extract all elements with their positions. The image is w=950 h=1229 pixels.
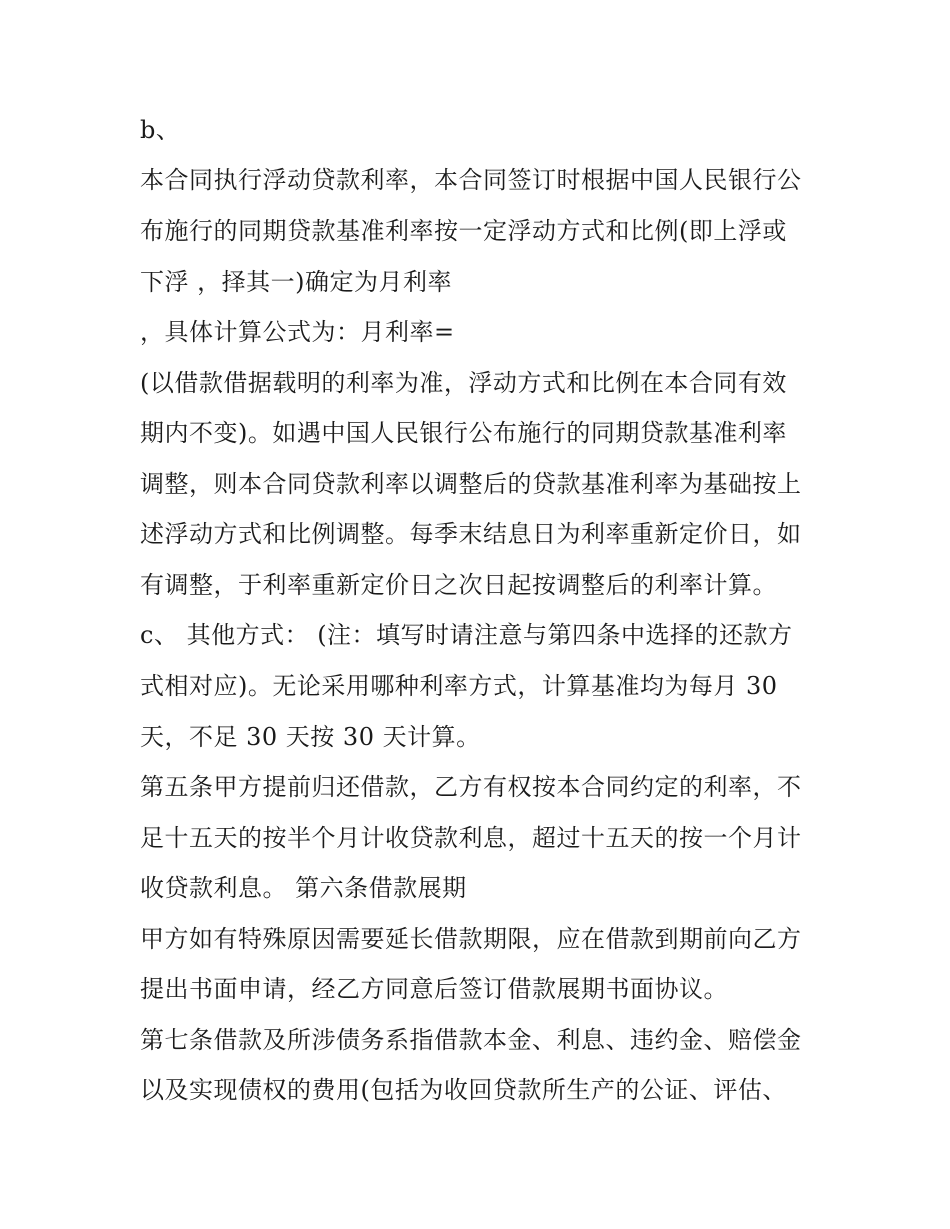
text-line: ，具体计算公式为：月利率=	[140, 318, 455, 346]
text-line: 述浮动方式和比例调整。每季末结息日为利率重新定价日，如	[140, 520, 802, 548]
text-line: 本合同执行浮动贷款利率，本合同签订时根据中国人民银行公	[140, 166, 802, 194]
text-line: (以借款借据载明的利率为准，浮动方式和比例在本合同有效	[140, 369, 787, 397]
text-line: 提出书面申请，经乙方同意后签订借款展期书面协议。	[140, 975, 728, 1003]
text-line: 甲方如有特殊原因需要延长借款期限，应在借款到期前向乙方	[140, 925, 802, 953]
text-line: 有调整，于利率重新定价日之次日起按调整后的利率计算。	[140, 571, 777, 599]
text-line: 足十五天的按半个月计收贷款利息，超过十五天的按一个月计	[140, 824, 802, 852]
text-line: 以及实现债权的费用(包括为收回贷款所生产的公证、评估、	[140, 1076, 787, 1104]
text-line: 式相对应)。无论采用哪种利率方式，计算基准均为每月 30	[140, 672, 778, 700]
text-line: b、	[140, 116, 181, 144]
text-line: 第七条借款及所涉债务系指借款本金、利息、违约金、赔偿金	[140, 1026, 802, 1054]
text-line: 天，不足 30 天按 30 天计算。	[140, 723, 481, 751]
text-line: 收贷款利息。 第六条借款展期	[140, 874, 467, 902]
text-line: c、 其他方式： (注：填写时请注意与第四条中选择的还款方	[140, 621, 793, 649]
text-line: 布施行的同期贷款基准利率按一定浮动方式和比例(即上浮或	[140, 217, 787, 245]
text-line: 第五条甲方提前归还借款，乙方有权按本合同约定的利率，不	[140, 773, 802, 801]
text-line: 调整，则本合同贷款利率以调整后的贷款基准利率为基础按上	[140, 470, 802, 498]
text-line: 期内不变)。如遇中国人民银行公布施行的同期贷款基准利率	[140, 419, 787, 447]
text-line: 下浮 ，择其一)确定为月利率	[140, 268, 452, 296]
